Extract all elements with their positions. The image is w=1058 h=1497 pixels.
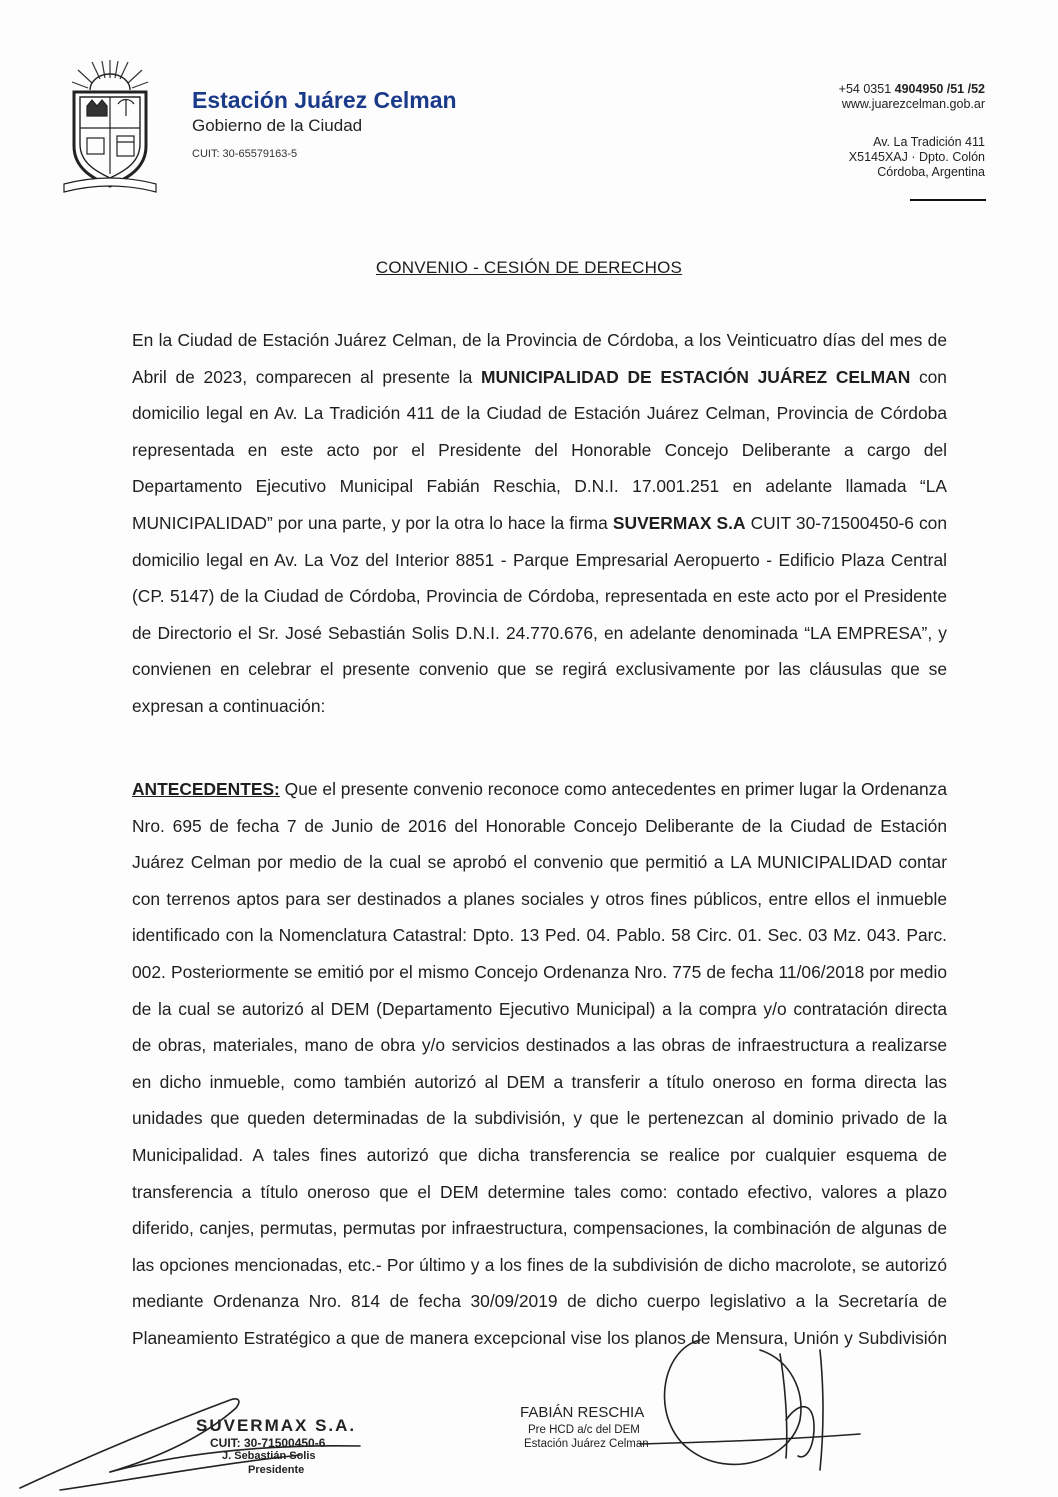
text-run: Que el presente convenio reconoce como antecedentes en primer lugar la Ordenanza — [279, 779, 947, 799]
party-municipality: MUNICIPALIDAD DE ESTACIÓN JUÁREZ CELMAN — [480, 366, 911, 387]
text-run: CUIT 30-71500450-6 con — [745, 512, 948, 533]
text-line: representada en este acto por el Presidente del Honorable Concejo Deliberante a cargo del — [132, 439, 947, 460]
official-place: Estación Juárez Celman — [524, 1438, 649, 1450]
company-stamp — [196, 1416, 357, 1476]
document-title: CONVENIO - CESIÓN DE DERECHOS — [375, 258, 683, 277]
text-line: transferencia a título oneroso que el DEM determine tales como: contado efectivo, valores a plazo — [132, 1181, 947, 1202]
text-line: de Directorio el Sr. José Sebastián Solis D.N.I. 24.770.676, en adelante denominada “LA EMPRESA”, y — [132, 622, 947, 643]
address-line-1: Av. La Tradición 411 — [873, 135, 985, 149]
municipal-crest-icon — [60, 56, 160, 196]
official-signature-icon — [600, 1330, 900, 1490]
address-line-2: X5145XAJ · Dpto. Colón — [848, 150, 985, 164]
text-line: de la cual se autorizó al DEM (Departamento Ejecutivo Municipal) a la compra y/o contratación directa — [132, 998, 947, 1019]
text-line: de obras, materiales, mano de obra y/o servicios destinados a las obras de infraestructura a realizarse — [132, 1035, 947, 1056]
phone — [839, 82, 985, 97]
text-line: 002. Posteriormente se emitió por el mismo Concejo Ordenanza Nro. 775 de fecha 11/06/2018 por medio — [132, 961, 947, 982]
text-line — [132, 359, 947, 396]
text-line: Planeamiento Estratégico a que de manera excepcional vise los planos de Mensura, Unión y Subdivisión — [132, 1327, 947, 1348]
text-line: en dicho inmueble, como también autorizó al DEM a transferir a título oneroso en forma directa las — [132, 1071, 947, 1092]
text-line: expresan a continuación: — [132, 695, 326, 716]
text-line — [132, 771, 947, 808]
phone-prefix: +54 0351 — [838, 82, 895, 96]
stamp-company-cuit: CUIT: 30-71500450-6 — [210, 1436, 326, 1450]
paragraph-antecedentes — [132, 771, 947, 1357]
text-line: (CP. 5147) de la Ciudad de Córdoba, Provincia de Córdoba, representada en este acto por el Presidente — [132, 586, 947, 607]
paragraph-intro — [132, 322, 947, 725]
text-line: con terrenos aptos para ser destinados a planes sociales y otros fines públicos, entre ellos el inmueble — [132, 888, 947, 909]
official-role: Pre HCD a/c del DEM — [528, 1424, 640, 1436]
text-line: mediante Ordenanza Nro. 814 de fecha 30/09/2019 de dicho cuerpo legislativo a la Secretaría de — [132, 1291, 947, 1312]
text-line: diferido, canjes, permutas, permutas por infraestructura, compensaciones, la combinación de algunas de — [132, 1218, 947, 1239]
text-line: las opciones mencionadas, etc.- Por último y a los fines de la subdivisión de dicho macrolote, se autorizó — [132, 1254, 947, 1275]
text-line: Juárez Celman por medio de la cual se aprobó el convenio que permitió a LA MUNICIPALIDAD contar — [132, 852, 947, 873]
brand-name: Estación Juárez Celman — [192, 87, 457, 113]
phone-number: 4904950 /51 /52 — [894, 82, 985, 96]
text-line: convienen en celebrar el presente convenio que se regirá exclusivamente por las cláusulas que se — [132, 659, 947, 680]
text-line: domicilio legal en Av. La Tradición 411 de la Ciudad de Estación Juárez Celman, Provincia de Córdoba — [132, 403, 947, 424]
text-line: Departamento Ejecutivo Municipal Fabián Reschia, D.N.I. 17.001.251 en adelante llamada “LA — [132, 476, 947, 497]
text-line: Nro. 695 de fecha 7 de Junio de 2016 del Honorable Concejo Deliberante de la Ciudad de Estación — [132, 815, 947, 836]
stamp-company-name: SUVERMAX S.A. — [196, 1416, 357, 1435]
address-block — [849, 135, 985, 180]
text-line: domicilio legal en Av. La Voz del Interior 8851 - Parque Empresarial Aeropuerto - Edificio Plaza Central — [132, 549, 947, 570]
letterhead — [0, 0, 1058, 220]
text-run: con — [910, 366, 947, 387]
text-line: Municipalidad. A tales fines autorizó que dicha transferencia se realice por cualquier esquema de — [132, 1144, 947, 1165]
text-run: MUNICIPALIDAD” por una parte, y por la otra lo hace la firma — [132, 512, 613, 533]
party-company: SUVERMAX S.A — [612, 512, 746, 533]
official-name: FABIÁN RESCHIA — [520, 1404, 645, 1421]
website-link[interactable]: www.juarezcelman.gob.ar — [841, 97, 985, 111]
text-line: unidades que queden determinadas de la subdivisión, y que le pertenezcan al dominio privado de la — [132, 1108, 947, 1129]
brand-cuit: CUIT: 30-65579163-5 — [192, 148, 298, 160]
stamp-person-role: Presidente — [248, 1464, 305, 1476]
stamp-person-name: J. Sebastián Solis — [222, 1450, 316, 1462]
text-run: Abril de 2023, comparecen al presente la — [132, 366, 481, 387]
contact-block — [839, 82, 985, 112]
brand-subtitle: Gobierno de la Ciudad — [192, 116, 363, 135]
text-line — [132, 505, 947, 542]
text-line: En la Ciudad de Estación Juárez Celman, de la Provincia de Córdoba, a los Veinticuatro días del mes de — [132, 330, 947, 350]
header-divider — [910, 199, 986, 201]
address-line-3: Córdoba, Argentina — [877, 165, 985, 179]
section-heading: ANTECEDENTES: — [132, 779, 280, 799]
text-line: identificado con la Nomenclatura Catastral: Dpto. 13 Ped. 04. Pablo. 58 Circ. 01. Sec. 03 Mz. 043. Parc. — [132, 925, 947, 946]
